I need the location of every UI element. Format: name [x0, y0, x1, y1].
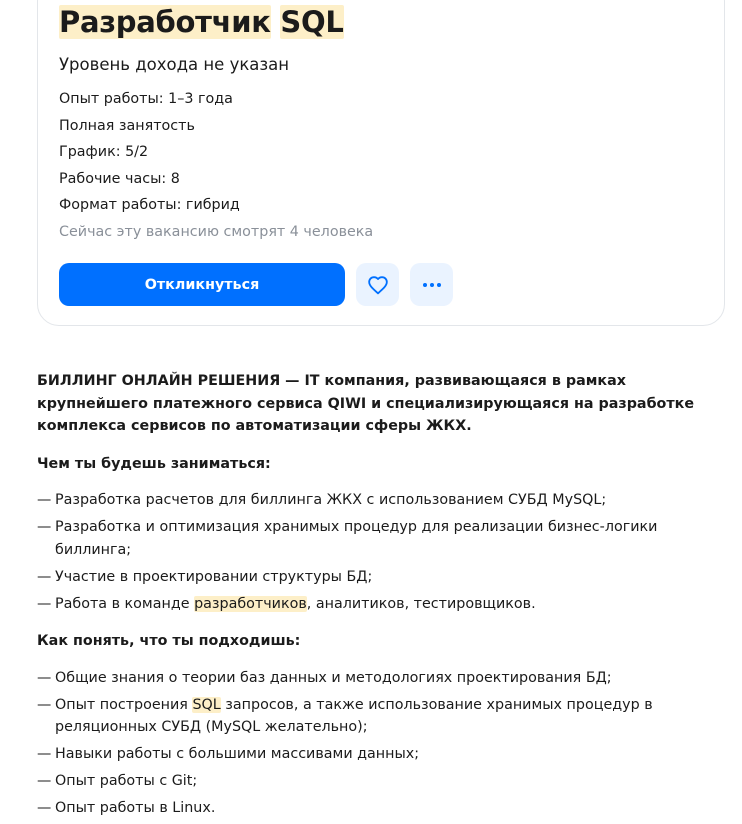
favorite-button[interactable]: [356, 263, 399, 306]
more-dots-icon: [422, 282, 442, 288]
duties-title: Чем ты будешь заниматься:: [37, 455, 271, 472]
list-item-text: Работа в команде: [55, 595, 195, 612]
list-item: — Опыт работы с Git;: [37, 770, 737, 793]
title-highlight-2: SQL: [280, 5, 344, 39]
company-intro: БИЛЛИНГ ОНЛАЙН РЕШЕНИЯ — IT компания, развивающаяся в рамках крупнейшего платежного сервиса QIWI и специализирующаяся на разработке комплекса сервисов по автоматизации сферы ЖКХ.: [37, 373, 695, 434]
more-button[interactable]: [410, 263, 453, 306]
fact-employment: Полная занятость: [59, 117, 195, 134]
vacancy-description: [37, 370, 737, 824]
list-item: [37, 694, 675, 739]
vacancy-facts: [59, 86, 240, 219]
duties-list: [37, 489, 737, 615]
list-item-text: Опыт построения: [55, 696, 193, 713]
viewers-count: Сейчас эту вакансию смотрят 4 человека: [59, 224, 374, 240]
fact-experience: Опыт работы: 1–3 года: [59, 91, 233, 107]
list-item: — Навыки работы с большими массивами данных;: [37, 743, 737, 766]
search-highlight: SQL: [192, 696, 221, 713]
list-item: — Общие знания о теории баз данных и методологиях проектирования БД;: [37, 667, 737, 690]
respond-button[interactable]: Откликнуться: [59, 263, 345, 306]
list-item: [37, 593, 737, 616]
requirements-title: Как понять, что ты подходишь:: [37, 633, 301, 649]
fact-schedule: График: 5/2: [59, 144, 149, 160]
search-highlight: разработчиков: [194, 595, 307, 612]
title-highlight-1: Разработчик: [59, 5, 271, 39]
fact-work-format: Формат работы: гибрид: [59, 197, 240, 213]
list-item-text: , аналитиков, тестировщиков.: [306, 595, 536, 612]
heart-icon: [367, 275, 389, 295]
list-item-text: запросов, а также использование хранимых процедур в реляционных СУБД (MySQL желательно);: [55, 696, 653, 735]
list-item: — Опыт работы в Linux.: [37, 797, 737, 820]
salary-text: Уровень дохода не указан: [59, 55, 290, 74]
list-item: — Разработка и оптимизация хранимых процедур для реализации бизнес-логики биллинга;: [37, 516, 737, 561]
vacancy-title: [59, 2, 344, 42]
list-item: — Разработка расчетов для биллинга ЖКХ с использованием СУБД MySQL;: [37, 489, 737, 512]
fact-hours: Рабочие часы: 8: [59, 170, 180, 187]
list-item: — Участие в проектировании структуры БД;: [37, 566, 737, 589]
